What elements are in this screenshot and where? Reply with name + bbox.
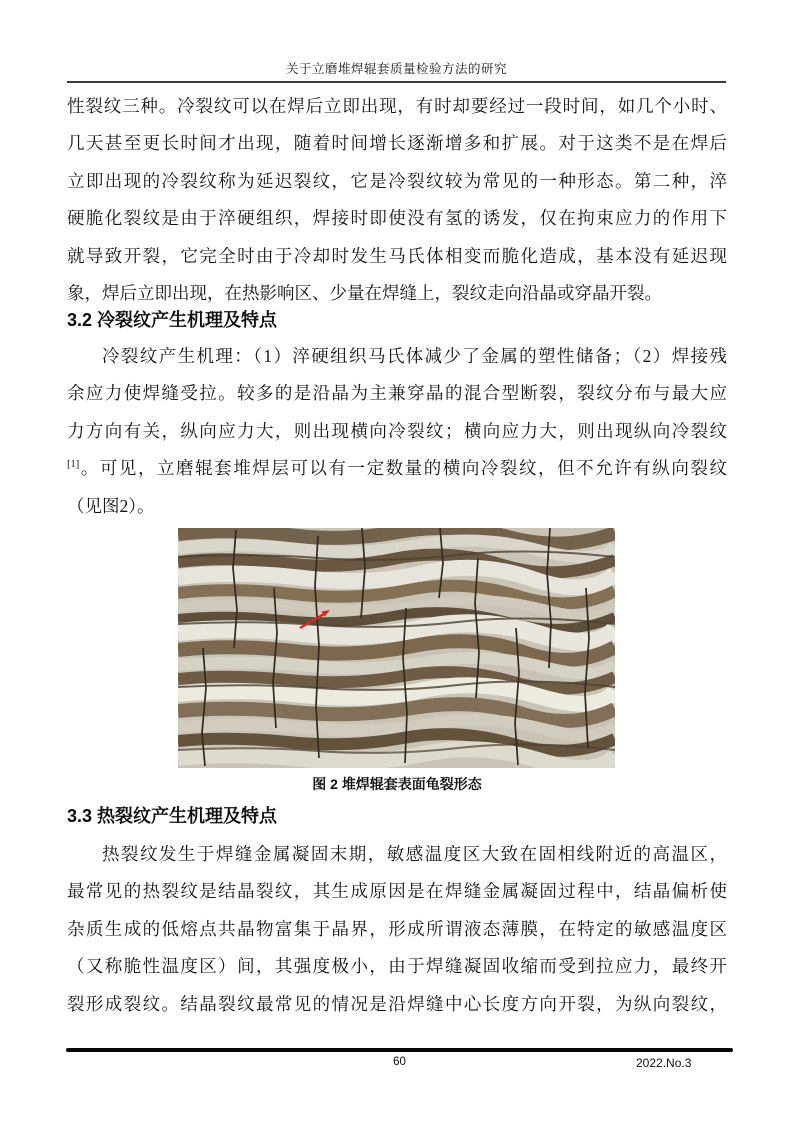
- body-line: 就导致开裂，它完全时由于冷却时发生马氏体相变而脆化造成，基本没有延迟现: [67, 245, 727, 266]
- page-number: 60: [393, 1056, 406, 1068]
- figure-caption: 图 2 堆焊辊套表面龟裂形态: [312, 776, 482, 792]
- body-line: 立即出现的冷裂纹称为延迟裂纹，它是冷裂纹较为常见的一种形态。第二种，淬: [67, 170, 727, 191]
- body-line: （见图2）。: [67, 495, 155, 516]
- body-line: 几天甚至更长时间才出现，随着时间增长逐渐增多和扩展。对于这类不是在焊后: [67, 133, 727, 154]
- body-line: 热裂纹发生于焊缝金属凝固末期，敏感温度区大致在固相线附近的高温区，: [102, 844, 727, 864]
- paragraph-cold-crack: [67, 338, 727, 525]
- body-line: 最常见的热裂纹是结晶裂纹，其生成原因是在焊缝金属凝固过程中，结晶偏析使: [67, 881, 727, 902]
- weld-surface-photo: [178, 528, 615, 768]
- journal-issue: 2022.No.3: [636, 1056, 692, 1070]
- body-line: 杂质生成的低熔点共晶物富集于晶界，形成所谓液态薄膜，在特定的敏感温度区: [67, 918, 727, 939]
- body-line: 性裂纹三种。冷裂纹可以在焊后立即出现，有时却要经过一段时间，如几个小时、: [67, 96, 727, 116]
- paragraph-hot-crack: [67, 836, 727, 1023]
- running-header-title: 关于立磨堆焊辊套质量检验方法的研究: [285, 62, 507, 76]
- paragraph-crack-types: [67, 88, 727, 312]
- body-line-with-citation: [67, 450, 727, 487]
- figure-photo: [178, 528, 615, 768]
- body-line: （又称脆性温度区）间，其强度极小，由于焊缝凝固收缩而受到拉应力，最终开: [67, 956, 727, 977]
- body-line: 裂形成裂纹。结晶裂纹最常见的情况是沿焊缝中心长度方向开裂，为纵向裂纹，: [67, 993, 727, 1014]
- header-rule: [67, 81, 726, 83]
- body-line: 象，焊后立即出现，在热影响区、少量在焊缝上，裂纹走向沿晶或穿晶开裂。: [67, 282, 662, 303]
- body-line: 力方向有关，纵向应力大，则出现横向冷裂纹；横向应力大，则出现纵向冷裂纹: [67, 420, 727, 441]
- citation-ref: [1]: [67, 459, 80, 471]
- body-line: 余应力使焊缝受拉。较多的是沿晶为主兼穿晶的混合型断裂，裂纹分布与最大应: [67, 383, 727, 404]
- body-line: 冷裂纹产生机理：（1）淬硬组织马氏体减少了金属的塑性储备；（2）焊接残: [102, 346, 727, 366]
- section-heading-3-3: 3.3 热裂纹产生机理及特点: [67, 806, 278, 826]
- footer-rule: [66, 1048, 733, 1052]
- section-heading-3-2: 3.2 冷裂纹产生机理及特点: [67, 310, 278, 330]
- body-line: 硬脆化裂纹是由于淬硬组织，焊接时即使没有氢的诱发，仅在拘束应力的作用下: [67, 208, 727, 229]
- body-line-text: 。可见，立磨辊套堆焊层可以有一定数量的横向冷裂纹，但不允许有纵向裂纹: [79, 458, 727, 479]
